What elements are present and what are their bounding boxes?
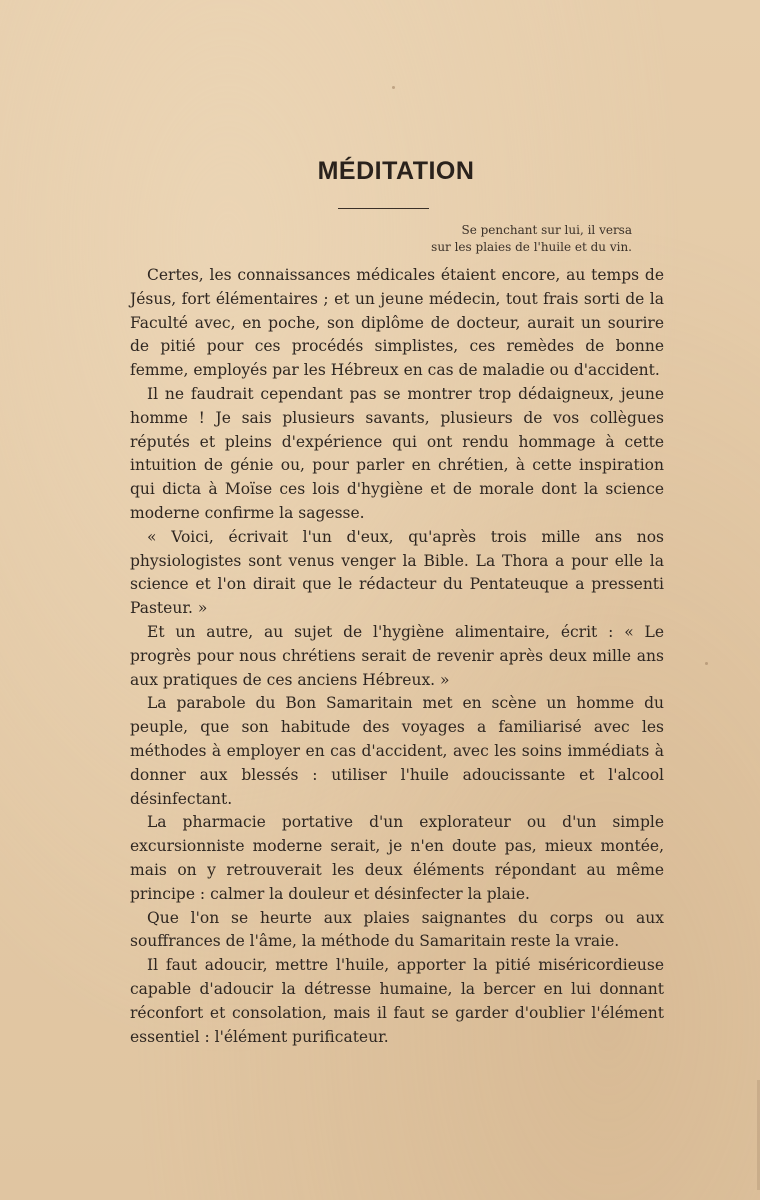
paragraph-3: « Voici, écrivait l'un d'eux, qu'après trois mille ans nos physiologistes sont venus venger la Bible. La Thora a pour elle la science et l'on dirait que le rédacteur du Pentateuque a pressenti Pasteur. » bbox=[130, 527, 664, 618]
paper-speck bbox=[392, 86, 395, 89]
paper-speck bbox=[705, 662, 708, 665]
epigraph bbox=[332, 222, 632, 256]
paragraph-7: Que l'on se heurte aux plaies saignantes du corps ou aux souffrances de l'âme, la méthode du Samaritain reste la vraie. bbox=[130, 908, 664, 951]
title-divider bbox=[338, 208, 429, 209]
body-text bbox=[130, 264, 664, 1049]
paragraph-2: Il ne faudrait cependant pas se montrer trop dédaigneux, jeune homme ! Je sais plusieurs savants, plusieurs de vos collègues réputés et pleins d'expérience qui ont rendu hommage à cette intuition de génie ou, pour parler en chrétien, à cette inspiration qui dicta à Moïse ces lois d'hygiène et de morale dont la science moderne confirme la sagesse. bbox=[130, 384, 664, 522]
epigraph-line-2: sur les plaies de l'huile et du vin. bbox=[431, 240, 632, 254]
paragraph-5: La parabole du Bon Samaritain met en scène un homme du peuple, que son habitude des voyages a familiarisé avec les méthodes à employer en cas d'accident, avec les soins immédiats à donner aux blessés : utiliser l'huile adoucissante et l'alcool désinfectant. bbox=[130, 694, 664, 808]
paragraph-6: La pharmacie portative d'un explorateur ou d'un simple excursionniste moderne serait, je n'en doute pas, mieux montée, mais on y retrouverait les deux éléments répondant au même principe : calmer la douleur et désinfecter la plaie. bbox=[130, 813, 664, 903]
epigraph-line-1: Se penchant sur lui, il versa bbox=[461, 223, 632, 237]
paragraph-1: Certes, les connaissances médicales étaient encore, au temps de Jésus, fort élémentaires ; et un jeune médecin, tout frais sorti de la Faculté avec, en poche, son diplôme de docteur, aurait un sourire de pitié pour ces procédés simplistes, ces remèdes de bonne femme, employés par les Hébreux en cas de maladie ou d'accident. bbox=[130, 266, 664, 380]
paragraph-8: Il faut adoucir, mettre l'huile, apporter la pitié miséricordieuse capable d'adoucir la détresse humaine, la bercer en lui donnant réconfort et consolation, mais il faut se garder d'oublier l'élément essentiel : l'élément purificateur. bbox=[130, 956, 664, 1046]
page-title: MÉDITATION bbox=[317, 157, 475, 185]
paragraph-4: Et un autre, au sujet de l'hygiène alimentaire, écrit : « Le progrès pour nous chrétiens serait de revenir après deux mille ans aux pratiques de ces anciens Hébreux. » bbox=[130, 622, 664, 689]
